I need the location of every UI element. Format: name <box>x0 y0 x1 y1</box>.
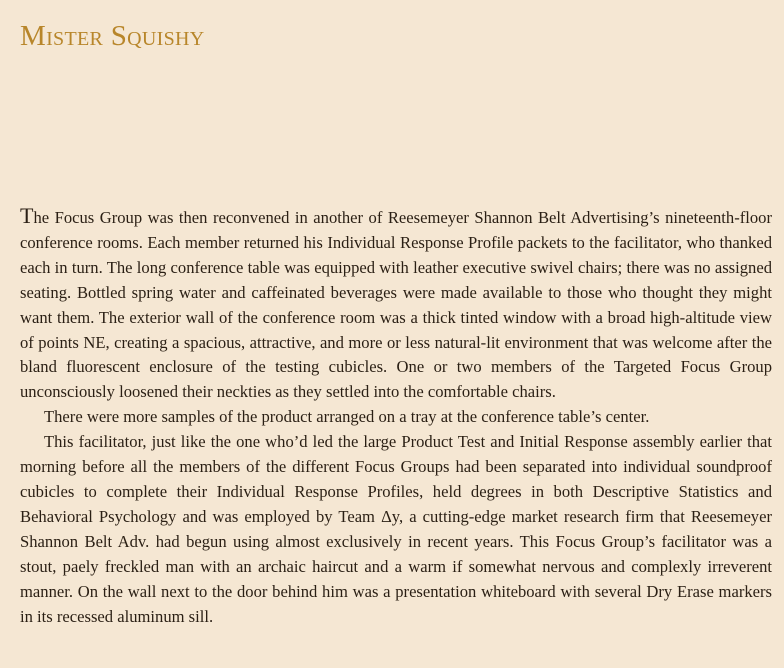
paragraph-1 <box>20 203 772 405</box>
paragraph-2: There were more samples of the product arranged on a tray at the conference table’s center. <box>44 407 650 427</box>
story-body <box>20 203 772 629</box>
chapter-title: Mister Squishy <box>20 20 205 52</box>
paragraph-3: This facilitator, just like the one who’d led the large Product Test and Initial Response assembly earlier that morning before all the members of the different Focus Groups had been separated into individual soundproof cubicles to complete their Individual Response Profiles, held degrees in both Descriptive Statistics and Behavioral Psychology and was employed by Team Δy, a cutting-edge market research firm that Reesemeyer Shannon Belt Adv. had begun using almost exclusively in recent years. This Focus Group’s facilitator was a stout, paely freckled man with an archaic haircut and a warm if somewhat nervous and complexly irreverent manner. On the wall next to the door behind him was a presentation whiteboard with several Dry Erase markers in its recessed aluminum sill. <box>20 432 772 626</box>
paragraph-1-text: he Focus Group was then reconvened in another of Reesemeyer Shannon Belt Advertising’s nineteenth-floor conference rooms. Each member returned his Individual Response Profile packets to the facilitator, who thanked each in turn. The long conference table was equipped with leather executive swivel chairs; there was no assigned seating. Bottled spring water and caffeinated beverages were made available to those who thought they might want them. The exterior wall of the conference room was a thick tinted window with a broad high-altitude view of points NE, creating a spacious, attractive, and more or less natural-lit environment that was welcome after the bland fluorescent enclosure of the testing cubicles. One or two members of the Targeted Focus Group unconsciously loosened their neckties as they settled into the comfortable chairs. <box>20 208 772 402</box>
drop-cap: T <box>20 203 34 228</box>
